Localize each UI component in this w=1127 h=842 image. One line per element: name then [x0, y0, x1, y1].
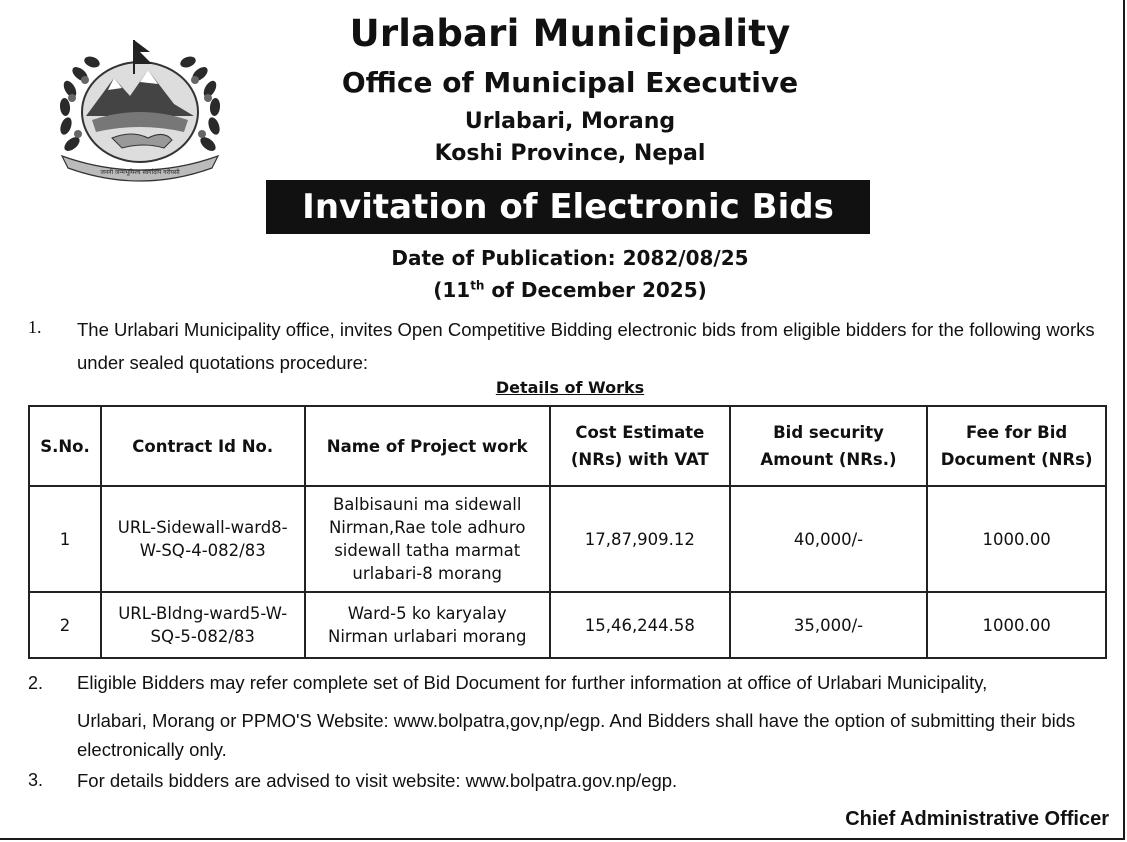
publication-date-open: (11 [433, 278, 471, 302]
item-text-2-line1: Eligible Bidders may refer complete set of Bid Document for further information at office of Urlabari Municipality, [77, 672, 988, 693]
header-contract-id: Contract Id No. [101, 406, 305, 486]
item-number-1: 1. [28, 317, 42, 337]
cell-contract-id [101, 486, 305, 592]
publication-date-nepali: Date of Publication: 2082/08/25 [391, 246, 749, 270]
header-cost-line2: (NRs) with VAT [570, 450, 709, 469]
item-number-2: 2. [28, 673, 44, 693]
signatory-title: Chief Administrative Officer [845, 808, 1109, 830]
contract-line2: SQ-5-082/83 [150, 627, 255, 646]
header-cost-line1: Cost Estimate [575, 423, 705, 442]
publication-date-ordinal: th [470, 278, 485, 293]
cell-project-name [305, 592, 550, 658]
contract-line1: URL-Sidewall-ward8- [117, 518, 288, 537]
office-province: Koshi Province, Nepal [434, 141, 706, 166]
cell-sno: 2 [29, 592, 101, 658]
cell-bid-fee: 1000.00 [927, 592, 1106, 658]
cell-cost-estimate: 17,87,909.12 [550, 486, 730, 592]
publication-date-rest: of December 2025) [484, 278, 707, 302]
cell-bid-fee: 1000.00 [927, 486, 1106, 592]
office-name: Office of Municipal Executive [341, 66, 799, 99]
item-text-3: For details bidders are advised to visit website: www.bolpatra.gov.np/egp. [77, 770, 678, 791]
publication-date-english [270, 278, 870, 302]
header-security-line2: Amount (NRs.) [760, 450, 897, 469]
header-bid-fee [927, 406, 1106, 486]
project-line2: Nirman urlabari morang [328, 627, 527, 646]
cell-contract-id [101, 592, 305, 658]
municipality-name: Urlabari Municipality [349, 12, 791, 55]
cell-bid-security: 35,000/- [730, 592, 928, 658]
notice-title-banner: Invitation of Electronic Bids [266, 180, 870, 234]
header-sno: S.No. [29, 406, 101, 486]
emblem-caption: जननी जन्मभूमिश्च स्वर्गादपि गरीयसी [100, 169, 180, 176]
cell-project-name [305, 486, 550, 592]
cell-sno: 1 [29, 486, 101, 592]
project-line1: Balbisauni ma sidewall [332, 495, 522, 514]
details-of-works-title: Details of Works [495, 378, 645, 397]
header-project-name: Name of Project work [305, 406, 550, 486]
item-text-2-line2: Urlabari, Morang or PPMO'S Website: www.bolpatra,gov,np/egp. And Bidders shall have the option of submitting their bids electronically only. [77, 710, 1076, 760]
contract-line2: W-SQ-4-082/83 [139, 541, 266, 560]
header-fee-line2: Document (NRs) [940, 450, 1093, 469]
project-line1: Ward-5 ko karyalay [347, 604, 507, 623]
table-header-row [29, 406, 1106, 486]
table-row [29, 592, 1106, 658]
table-row [29, 486, 1106, 592]
project-line4: urlabari-8 morang [352, 564, 503, 583]
header-cost-estimate [550, 406, 730, 486]
office-location: Urlabari, Morang [464, 109, 676, 134]
cell-bid-security: 40,000/- [730, 486, 928, 592]
header-security-line1: Bid security [773, 423, 884, 442]
project-line3: sidewall tatha marmat [334, 541, 521, 560]
contract-line1: URL-Bldng-ward5-W- [118, 604, 288, 623]
header-fee-line1: Fee for Bid [966, 423, 1068, 442]
cell-cost-estimate: 15,46,244.58 [550, 592, 730, 658]
header-bid-security [730, 406, 928, 486]
item-number-3: 3. [28, 770, 44, 790]
nepal-government-emblem [52, 34, 228, 182]
project-line2: Nirman,Rae tole adhuro [328, 518, 526, 537]
works-table [28, 405, 1107, 659]
item-text-1: The Urlabari Municipality office, invites Open Competitive Bidding electronic bids from eligible bidders for the following works under sealed quotations procedure: [77, 319, 1095, 373]
